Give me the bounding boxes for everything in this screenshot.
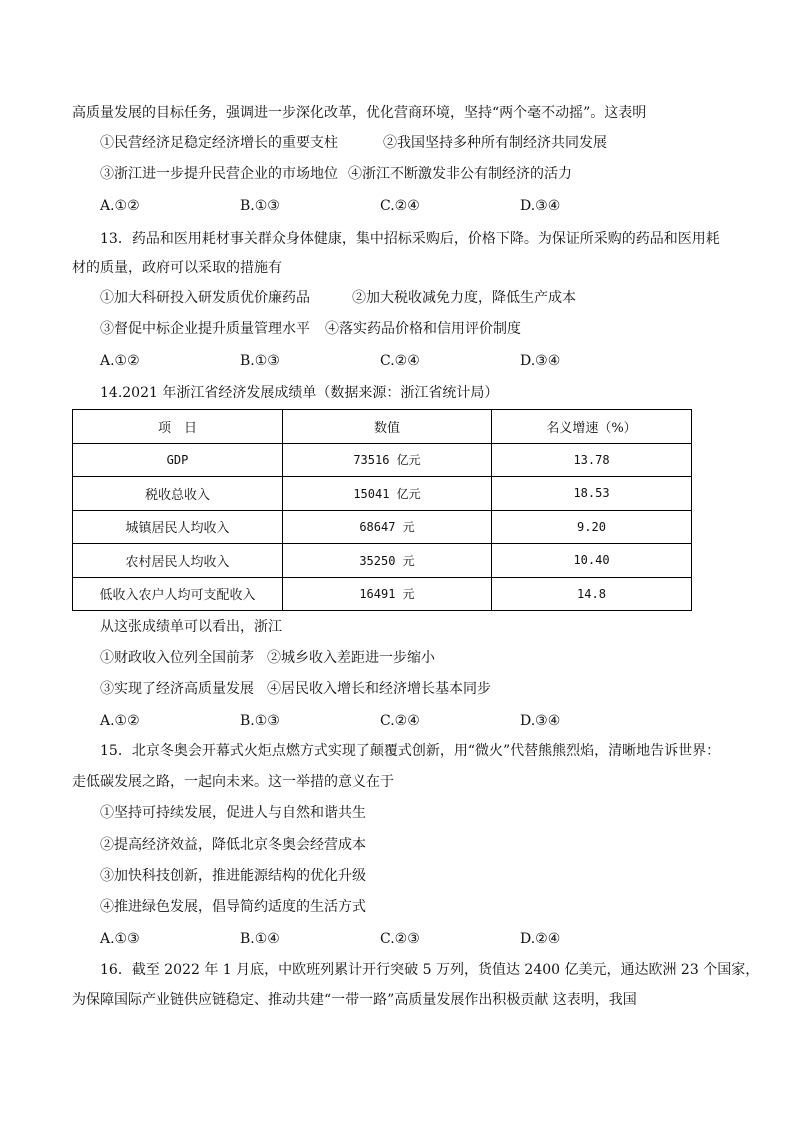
question-13-option-4: ④落实药品价格和信用评价制度 <box>325 321 521 337</box>
question-13-choice-c: C.②④ <box>380 353 420 369</box>
question-14-option-3: ③实现了经济高质量发展 <box>100 681 254 697</box>
question-12-stem: 高质量发展的目标任务，强调进一步深化改革，优化营商环境，坚持“两个毫不动摇”。这表明 <box>72 105 647 121</box>
question-16-stem-line-1: 16．截至 2022 年 1 月底，中欧班列累计开行突破 5 万列，货值达 2400 亿美元，通达欧洲 23 个国家， <box>100 962 760 978</box>
table-cell-value: 15041 亿元 <box>283 477 492 511</box>
question-12-choice-c: C.②④ <box>380 198 420 214</box>
question-15-stem-line-1: 15．北京冬奥会开幕式火炬点燃方式实现了颠覆式创新，用“微火”代替熊熊烈焰，清晰地告诉世界： <box>100 743 721 759</box>
question-15-choice-c: C.②③ <box>380 931 420 947</box>
table-cell-value: 16491 元 <box>283 577 492 611</box>
economic-results-table <box>72 409 692 611</box>
question-13-choice-a: A.①② <box>100 353 140 369</box>
table-header-row <box>73 410 692 444</box>
question-15-option-4: ④推进绿色发展，倡导简约适度的生活方式 <box>100 899 366 915</box>
question-14-option-1: ①财政收入位列全国前茅 <box>100 650 254 666</box>
question-13-stem-line-2: 材的质量，政府可以采取的措施有 <box>72 260 282 276</box>
question-14-choice-c: C.②④ <box>380 713 420 729</box>
table-cell-item: 城镇居民人均收入 <box>73 510 283 544</box>
question-16-stem-line-2: 为保障国际产业链供应链稳定、推动共建“一带一路”高质量发展作出积极贡献 这表明，我国 <box>72 992 637 1008</box>
table-cell-growth: 10.40 <box>492 544 692 578</box>
question-12-choice-b: B.①③ <box>240 198 280 214</box>
question-13-option-2: ②加大税收减免力度，降低生产成本 <box>352 290 576 306</box>
question-12-option-2: ②我国坚持多种所有制经济共同发展 <box>383 135 607 151</box>
question-14-option-4: ④居民收入增长和经济增长基本同步 <box>267 681 491 697</box>
question-15-choice-b: B.①④ <box>240 931 280 947</box>
question-14-stem: 从这张成绩单可以看出，浙江 <box>100 619 282 635</box>
question-13-option-1: ①加大科研投入研发质优价廉药品 <box>100 290 310 306</box>
table-header-item: 项 日 <box>73 410 283 444</box>
question-15-option-2: ②提高经济效益，降低北京冬奥会经营成本 <box>100 837 366 853</box>
table-cell-growth: 13.78 <box>492 443 692 477</box>
table-cell-growth: 18.53 <box>492 477 692 511</box>
question-12-option-4: ④浙江不断激发非公有制经济的活力 <box>348 166 572 182</box>
question-15-choice-d: D.②④ <box>520 931 561 947</box>
question-15-stem-line-2: 走低碳发展之路，一起向未来。这一举措的意义在于 <box>72 774 394 790</box>
table-cell-value: 73516 亿元 <box>283 443 492 477</box>
question-15-option-3: ③加快科技创新，推进能源结构的优化升级 <box>100 868 366 884</box>
table-cell-item: 税收总收入 <box>73 477 283 511</box>
question-12-choice-a: A.①② <box>100 198 140 214</box>
table-row <box>73 544 692 578</box>
question-12-choice-d: D.③④ <box>520 198 561 214</box>
table-cell-growth: 9.20 <box>492 510 692 544</box>
table-cell-value: 68647 元 <box>283 510 492 544</box>
question-15-option-1: ①坚持可持续发展，促进人与自然和谐共生 <box>100 805 366 821</box>
question-14-choice-d: D.③④ <box>520 713 561 729</box>
table-cell-growth: 14.8 <box>492 577 692 611</box>
question-14-option-2: ②城乡收入差距进一步缩小 <box>267 650 435 666</box>
question-12-option-3: ③浙江进一步提升民营企业的市场地位 <box>100 166 338 182</box>
table-cell-item: 低收入农户人均可支配收入 <box>73 577 283 611</box>
question-12-option-1: ①民营经济足稳定经济增长的重要支柱 <box>100 135 338 151</box>
question-13-option-3: ③督促中标企业提升质量管理水平 <box>100 321 310 337</box>
table-row <box>73 577 692 611</box>
table-header-growth: 名义增速（%） <box>492 410 692 444</box>
table-cell-value: 35250 元 <box>283 544 492 578</box>
table-row <box>73 477 692 511</box>
question-14-choice-b: B.①③ <box>240 713 280 729</box>
table-row <box>73 510 692 544</box>
question-13-choice-d: D.③④ <box>520 353 561 369</box>
table-cell-item: 农村居民人均收入 <box>73 544 283 578</box>
question-15-choice-a: A.①③ <box>100 931 140 947</box>
table-row <box>73 443 692 477</box>
question-14-title: 14.2021 年浙江省经济发展成绩单（数据来源：浙江省统计局） <box>100 385 499 401</box>
question-14-choice-a: A.①② <box>100 713 140 729</box>
question-13-stem-line-1: 13．药品和医用耗材事关群众身体健康，集中招标采购后，价格下降。为保证所采购的药品和医用耗 <box>100 231 720 247</box>
question-13-choice-b: B.①③ <box>240 353 280 369</box>
table-header-value: 数值 <box>283 410 492 444</box>
table-cell-item: GDP <box>73 443 283 477</box>
